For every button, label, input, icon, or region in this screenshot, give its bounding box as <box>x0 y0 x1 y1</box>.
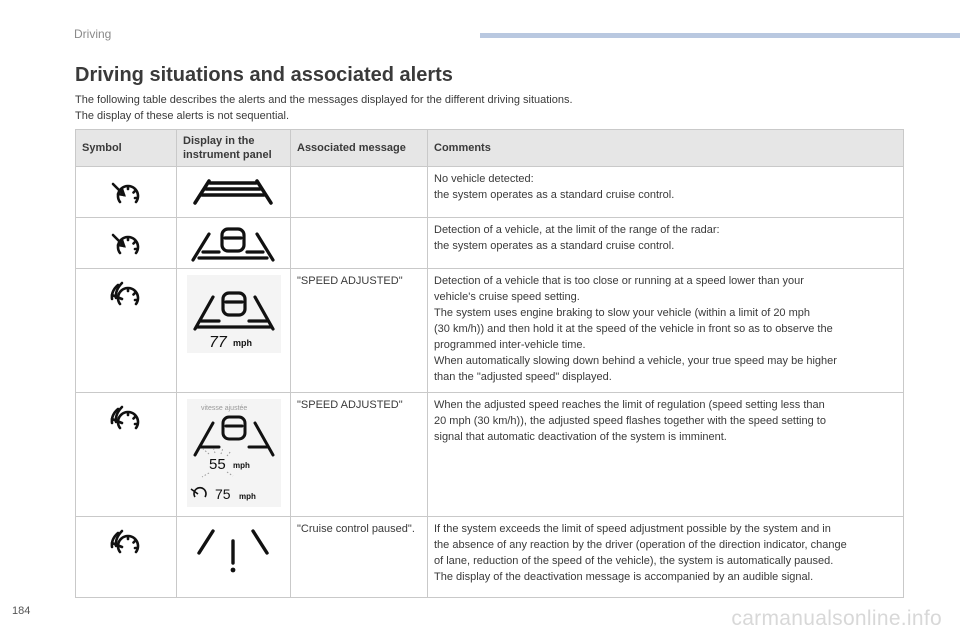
comments-cell <box>428 218 904 269</box>
symbol-cell <box>76 517 177 598</box>
adaptive-cruise-control-icon <box>106 401 150 437</box>
comment-line: than the "adjusted speed" displayed. <box>434 371 612 383</box>
display-cell <box>177 393 291 517</box>
table-row <box>76 269 904 393</box>
column-header-message: Associated message <box>291 130 428 167</box>
section-label: Driving <box>74 27 112 41</box>
alerts-table <box>75 129 904 598</box>
display-speed-setting: 75 <box>215 486 231 502</box>
lane-markings-icon <box>187 173 279 209</box>
symbol-cell <box>76 167 177 218</box>
column-header-display: Display in the instrument panel <box>177 130 291 167</box>
comment-line: vehicle's cruise speed setting. <box>434 291 580 303</box>
comment-line: The display of the deactivation message is accompanied by an audible signal. <box>434 571 814 583</box>
cruise-control-no-vehicle-icon <box>106 175 150 211</box>
comments-cell <box>428 167 904 218</box>
message-cell: "Cruise control paused". <box>291 517 428 598</box>
display-caption: vitesse ajustée <box>201 405 248 412</box>
table-row <box>76 167 904 218</box>
display-cell <box>177 218 291 269</box>
display-speed: 55 <box>209 456 226 473</box>
comments-cell <box>428 517 904 598</box>
symbol-cell <box>76 393 177 517</box>
comment-line: (30 km/h)) and then hold it at the speed of the vehicle in front so as to observe the <box>434 323 833 335</box>
table-row <box>76 517 904 598</box>
display-unit: mph <box>239 492 256 501</box>
message-cell <box>291 167 428 218</box>
page-number: 184 <box>12 605 31 617</box>
watermark: carmanualsonline.info <box>731 607 942 630</box>
intro-text <box>75 92 905 124</box>
warning-exclamation-icon <box>187 523 279 575</box>
table-row <box>76 218 904 269</box>
display-cell <box>177 517 291 598</box>
comment-line: the absence of any reaction by the driver (operation of the direction indicator, change <box>434 539 847 551</box>
page-title: Driving situations and associated alerts <box>75 64 453 86</box>
comments-cell <box>428 269 904 393</box>
adaptive-cruise-control-icon <box>106 525 150 561</box>
message-cell: "SPEED ADJUSTED" <box>291 393 428 517</box>
vehicle-in-lane-icon <box>187 224 279 264</box>
column-header-symbol: Symbol <box>76 130 177 167</box>
symbol-cell <box>76 218 177 269</box>
intro-line: The following table describes the alerts and the messages displayed for the different driving situations. <box>75 94 573 106</box>
comment-line: programmed inter-vehicle time. <box>434 339 586 351</box>
comment-line: signal that automatic deactivation of the system is imminent. <box>434 431 727 443</box>
comment-line: the system operates as a standard cruise control. <box>434 240 675 252</box>
comment-line: of lane, reduction of the speed of the vehicle), the system is automatically paused. <box>434 555 834 567</box>
comment-line: When the adjusted speed reaches the limit of regulation (speed setting less than <box>434 399 825 411</box>
comment-line: the system operates as a standard cruise control. <box>434 189 675 201</box>
comment-line: 20 mph (30 km/h)), the adjusted speed flashes together with the speed setting to <box>434 415 826 427</box>
display-cell <box>177 269 291 393</box>
display-cell <box>177 167 291 218</box>
message-cell: "SPEED ADJUSTED" <box>291 269 428 393</box>
speed-adjusted-flashing-icon <box>187 399 281 507</box>
display-speed: 77 <box>209 334 227 351</box>
cruise-control-vehicle-detected-icon <box>106 226 150 262</box>
comment-line: No vehicle detected: <box>434 173 534 185</box>
message-cell <box>291 218 428 269</box>
vehicle-ahead-speed-icon <box>187 275 281 353</box>
comment-line: The system uses engine braking to slow your vehicle (within a limit of 20 mph <box>434 307 811 319</box>
intro-line: The display of these alerts is not sequential. <box>75 110 290 122</box>
comment-line: Detection of a vehicle, at the limit of the range of the radar: <box>434 224 720 236</box>
column-header-comments: Comments <box>428 130 904 167</box>
comments-cell <box>428 393 904 517</box>
section-header-bar <box>480 33 960 38</box>
adaptive-cruise-control-icon <box>106 277 150 313</box>
comment-line: If the system exceeds the limit of speed adjustment possible by the system and in <box>434 523 831 535</box>
display-unit: mph <box>233 338 252 348</box>
symbol-cell <box>76 269 177 393</box>
comment-line: Detection of a vehicle that is too close or running at a speed lower than your <box>434 275 804 287</box>
table-header-row <box>76 130 904 167</box>
comment-line: When automatically slowing down behind a vehicle, your true speed may be higher <box>434 355 837 367</box>
display-unit: mph <box>233 461 250 470</box>
table-row <box>76 393 904 517</box>
